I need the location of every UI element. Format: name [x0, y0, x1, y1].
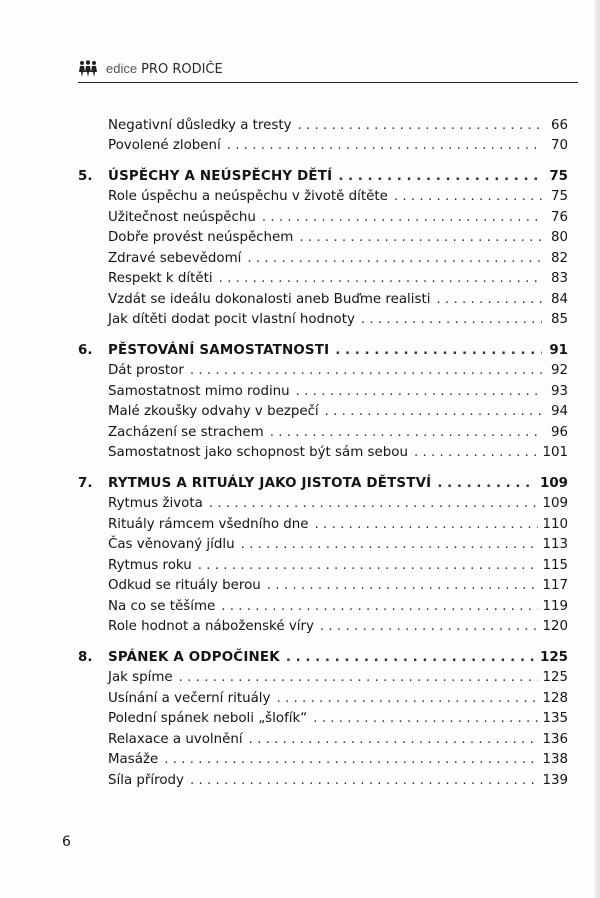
entry-page-number: 70	[550, 138, 568, 153]
dot-leader	[394, 189, 542, 204]
entry-title: Samostatnost mimo rodinu	[108, 383, 290, 399]
dot-leader	[249, 732, 539, 747]
entry-title: Role hodnot a náboženské víry	[108, 619, 314, 634]
table-of-contents	[78, 112, 568, 788]
dot-leader	[414, 445, 539, 460]
entry-title: Relaxace a uvolnění	[108, 731, 243, 747]
page-edge-shadow	[594, 0, 600, 898]
toc-entry	[78, 491, 568, 512]
entry-page-number: 136	[542, 731, 568, 747]
dot-leader	[361, 312, 542, 327]
dot-leader	[313, 711, 538, 726]
toc-entry	[78, 245, 568, 266]
toc-chapter-entry	[78, 337, 568, 358]
entry-title: Rytmus života	[108, 496, 203, 511]
entry-page-number: 83	[550, 271, 568, 286]
entry-title: Role úspěchu a neúspěchu v životě dítěte	[108, 189, 388, 204]
entry-title: Jak spíme	[108, 670, 173, 685]
entry-page-number: 109	[542, 496, 568, 511]
chapter-number: 5.	[78, 168, 93, 184]
dot-leader	[190, 363, 542, 378]
entry-page-number: 80	[550, 230, 568, 245]
toc-entry	[78, 358, 568, 379]
chapter-number: 6.	[78, 342, 93, 358]
entry-page-number: 110	[542, 516, 568, 532]
chapter-title: RYTMUS A RITUÁLY JAKO JISTOTA DĚTSTVÍ	[108, 475, 432, 491]
toc-entry	[78, 184, 568, 205]
toc-entry	[78, 378, 568, 399]
toc-entry	[78, 685, 568, 706]
toc-entry	[78, 133, 568, 154]
dot-leader	[320, 619, 539, 634]
entry-title: Zdravé sebevědomí	[108, 250, 242, 266]
header-rule	[78, 82, 578, 83]
entry-page-number: 82	[550, 250, 568, 266]
toc-entry	[78, 665, 568, 686]
toc-entry	[78, 286, 568, 307]
dot-leader	[270, 425, 542, 440]
entry-page-number: 120	[542, 619, 568, 634]
toc-entry	[78, 440, 568, 461]
chapter-number: 8.	[78, 649, 93, 665]
toc-entry	[78, 112, 568, 133]
toc-entry	[78, 552, 568, 573]
entry-page-number: 92	[550, 363, 568, 378]
entry-title: Síla přírody	[108, 772, 184, 788]
dot-leader	[241, 537, 539, 552]
entry-page-number: 119	[542, 598, 568, 614]
entry-page-number: 101	[542, 445, 568, 460]
entry-page-number: 125	[540, 649, 568, 665]
entry-page-number: 128	[542, 690, 568, 706]
dot-leader	[221, 599, 538, 614]
entry-title: Respekt k dítěti	[108, 271, 213, 286]
toc-chapter-entry	[78, 644, 568, 665]
chapter-title: PĚSTOVÁNÍ SAMOSTATNOSTI	[108, 342, 330, 358]
entry-title: Samostatnost jako schopnost být sám sebou	[108, 445, 408, 460]
series-name: PRO RODIČE	[141, 62, 223, 77]
entry-page-number: 85	[550, 312, 568, 327]
dot-leader	[227, 138, 542, 153]
entry-page-number: 76	[550, 209, 568, 225]
entry-title: Vzdát se ideálu dokonalosti aneb Buďme realisti	[108, 291, 431, 307]
running-header	[78, 60, 223, 78]
entry-page-number: 94	[550, 404, 568, 419]
entry-page-number: 66	[550, 117, 568, 133]
dot-leader	[315, 517, 539, 532]
entry-title: Negativní důsledky a tresty	[108, 117, 292, 133]
dot-leader	[262, 210, 542, 225]
toc-entry	[78, 614, 568, 635]
dot-leader	[335, 343, 542, 358]
toc-chapter-entry	[78, 470, 568, 491]
entry-page-number: 135	[542, 711, 568, 726]
entry-title: Na co se těšíme	[108, 598, 216, 614]
entry-title: Rytmus roku	[108, 557, 192, 573]
entry-page-number: 109	[540, 475, 568, 491]
series-prefix: edice	[106, 61, 138, 76]
entry-title: Dobře provést neúspěchem	[108, 230, 294, 245]
entry-page-number: 117	[542, 578, 568, 593]
entry-page-number: 91	[549, 342, 568, 358]
toc-entry	[78, 204, 568, 225]
entry-title: Odkud se rituály berou	[108, 578, 261, 593]
series-label	[106, 61, 223, 77]
entry-page-number: 115	[542, 557, 568, 573]
dot-leader	[325, 404, 542, 419]
dot-leader	[296, 384, 542, 399]
toc-entry	[78, 593, 568, 614]
dot-leader	[286, 650, 536, 665]
toc-entry	[78, 747, 568, 768]
entry-page-number: 125	[542, 670, 568, 685]
toc-entry	[78, 307, 568, 328]
entry-page-number: 75	[550, 189, 568, 204]
entry-page-number: 75	[549, 168, 568, 184]
dot-leader	[338, 169, 542, 184]
dot-leader	[437, 476, 536, 491]
toc-entry	[78, 706, 568, 727]
dot-leader	[190, 773, 538, 788]
toc-entry	[78, 767, 568, 788]
entry-page-number: 93	[550, 383, 568, 399]
dot-leader	[298, 118, 542, 133]
entry-page-number: 138	[542, 752, 568, 767]
chapter-number: 7.	[78, 475, 93, 491]
dot-leader	[436, 292, 542, 307]
entry-title: Rituály rámcem všedního dne	[108, 516, 309, 532]
entry-title: Usínání a večerní rituály	[108, 690, 271, 706]
entry-title: Čas věnovaný jídlu	[108, 537, 235, 552]
toc-entry	[78, 532, 568, 553]
dot-leader	[276, 691, 538, 706]
dot-leader	[299, 230, 542, 245]
dot-leader	[247, 251, 542, 266]
dot-leader	[219, 271, 542, 286]
page-number: 6	[62, 834, 71, 850]
chapter-title: SPÁNEK A ODPOČINEK	[108, 649, 280, 665]
entry-title: Malé zkoušky odvahy v bezpečí	[108, 404, 319, 419]
entry-page-number: 139	[542, 772, 568, 788]
entry-title: Masáže	[108, 752, 159, 767]
dot-leader	[179, 670, 539, 685]
entry-title: Zacházení se strachem	[108, 424, 264, 440]
dot-leader	[209, 496, 539, 511]
toc-entry	[78, 399, 568, 420]
toc-chapter-entry	[78, 163, 568, 184]
entry-title: Jak dítěti dodat pocit vlastní hodnoty	[108, 312, 355, 327]
toc-entry	[78, 266, 568, 287]
entry-title: Dát prostor	[108, 363, 184, 378]
toc-entry	[78, 573, 568, 594]
entry-title: Polední spánek neboli „šlofík“	[108, 711, 308, 726]
entry-page-number: 113	[542, 537, 568, 552]
toc-entry	[78, 726, 568, 747]
entry-title: Povolené zlobení	[108, 138, 221, 153]
dot-leader	[267, 578, 539, 593]
entry-page-number: 96	[550, 424, 568, 440]
toc-entry	[78, 511, 568, 532]
chapter-title: ÚSPĚCHY A NEÚSPĚCHY DĚTÍ	[108, 168, 333, 184]
dot-leader	[198, 558, 539, 573]
toc-entry	[78, 225, 568, 246]
entry-page-number: 84	[550, 291, 568, 307]
family-figures-icon	[78, 60, 98, 78]
dot-leader	[164, 752, 538, 767]
toc-entry	[78, 419, 568, 440]
entry-title: Užitečnost neúspěchu	[108, 209, 256, 225]
